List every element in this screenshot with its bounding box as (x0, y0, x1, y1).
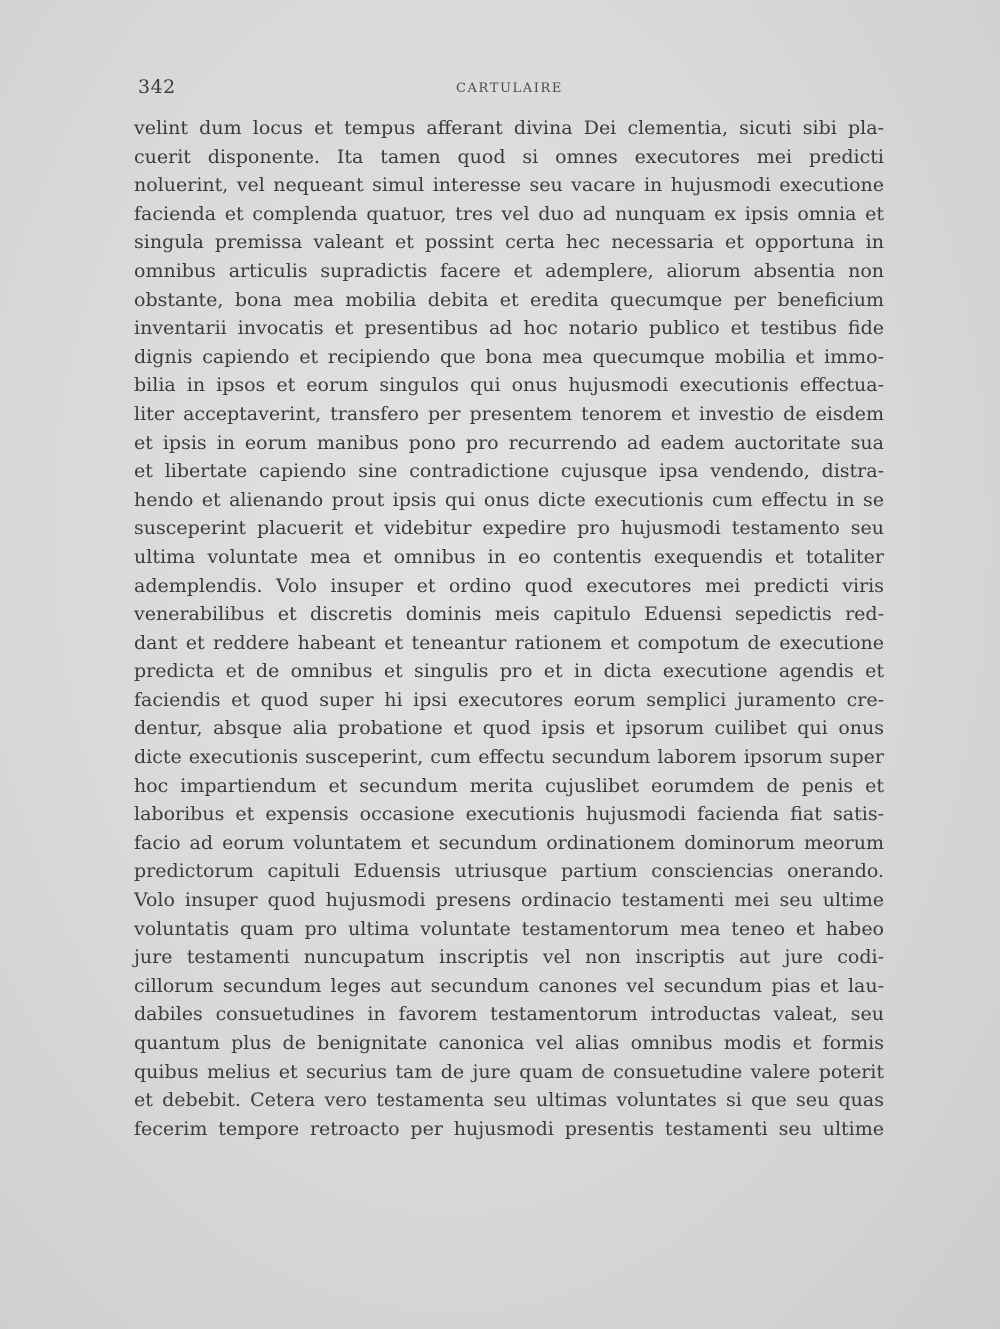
text-line: dant et reddere habeant et teneantur rationem et compotum de executione (134, 631, 884, 654)
text-line: liter acceptaverint, transfero per presentem tenorem et investio de eisdem (134, 402, 884, 425)
text-line: dignis capiendo et recipiendo que bona mea quecumque mobilia et immo- (134, 345, 884, 368)
page-number: 342 (138, 76, 176, 98)
text-line: dentur, absque alia probatione et quod ipsis et ipsorum cuilibet qui onus (134, 717, 884, 740)
text-line: jure testamenti nuncupatum inscriptis vel non inscriptis aut jure codi- (134, 946, 884, 969)
text-line: dabiles consuetudines in favorem testamentorum introductas valeat, seu (134, 1003, 884, 1026)
text-line: singula premissa valeant et possint certa hec necessaria et opportuna in (134, 231, 884, 254)
text-line: inventarii invocatis et presentibus ad hoc notario publico et testibus fide (134, 317, 884, 340)
text-line: laboribus et expensis occasione executionis hujusmodi facienda fiat satis- (134, 803, 884, 826)
text-line: voluntatis quam pro ultima voluntate testamentorum mea teneo et habeo (134, 917, 884, 940)
text-line: predicta et de omnibus et singulis pro et in dicta executione agendis et (134, 660, 884, 683)
text-line: omnibus articulis supradictis facere et ademplere, aliorum absentia non (134, 259, 884, 282)
text-line: fecerim tempore retroacto per hujusmodi presentis testamenti seu ultime (134, 1117, 884, 1140)
text-line: hoc impartiendum et secundum merita cujuslibet eorumdem de penis et (134, 774, 884, 797)
text-line: ademplendis. Volo insuper et ordino quod executores mei predicti viris (134, 574, 884, 597)
text-line: et debebit. Cetera vero testamenta seu ultimas voluntates si que seu quas (134, 1089, 884, 1112)
text-line: susceperint placuerit et videbitur expedire pro hujusmodi testamento seu (134, 517, 884, 540)
text-line: venerabilibus et discretis dominis meis capitulo Eduensi sepedictis red- (134, 603, 884, 626)
text-line: predictorum capituli Eduensis utriusque partium consciencias onerando. (134, 860, 884, 883)
text-line: hendo et alienando prout ipsis qui onus dicte executionis cum effectu in se (134, 488, 884, 511)
text-line: facienda et complenda quatuor, tres vel duo ad nunquam ex ipsis omnia et (134, 202, 884, 225)
text-line: quantum plus de benignitate canonica vel alias omnibus modis et formis (134, 1032, 884, 1054)
text-line: ultima voluntate mea et omnibus in eo contentis exequendis et totaliter (134, 545, 884, 568)
text-line: et ipsis in eorum manibus pono pro recurrendo ad eadem auctoritate sua (134, 431, 884, 454)
text-line: Volo insuper quod hujusmodi presens ordinacio testamenti mei seu ultime (134, 889, 884, 912)
text-line: cillorum secundum leges aut secundum canones vel secundum pias et lau- (134, 974, 884, 997)
body-text (134, 114, 884, 1143)
text-line: velint dum locus et tempus afferant divina Dei clementia, sicuti sibi pla- (134, 117, 884, 139)
running-title: CARTULAIRE (456, 81, 563, 96)
text-line: faciendis et quod super hi ipsi executores eorum semplici juramento cre- (134, 688, 884, 711)
text-line: cuerit disponente. Ita tamen quod si omnes executores mei predicti (134, 145, 884, 168)
text-line: quibus melius et securius tam de jure quam de consuetudine valere poterit (134, 1060, 884, 1083)
text-line: facio ad eorum voluntatem et secundum ordinationem dominorum meorum (134, 831, 884, 854)
text-line: et libertate capiendo sine contradictione cujusque ipsa vendendo, distra- (134, 460, 884, 483)
text-line: obstante, bona mea mobilia debita et eredita quecumque per beneficium (134, 288, 884, 311)
text-line: bilia in ipsos et eorum singulos qui onus hujusmodi executionis effectua- (134, 374, 884, 397)
text-line: dicte executionis susceperint, cum effectu secundum laborem ipsorum super (134, 746, 884, 769)
running-head (138, 76, 888, 100)
text-line: noluerint, vel nequeant simul interesse seu vacare in hujusmodi executione (134, 174, 884, 197)
